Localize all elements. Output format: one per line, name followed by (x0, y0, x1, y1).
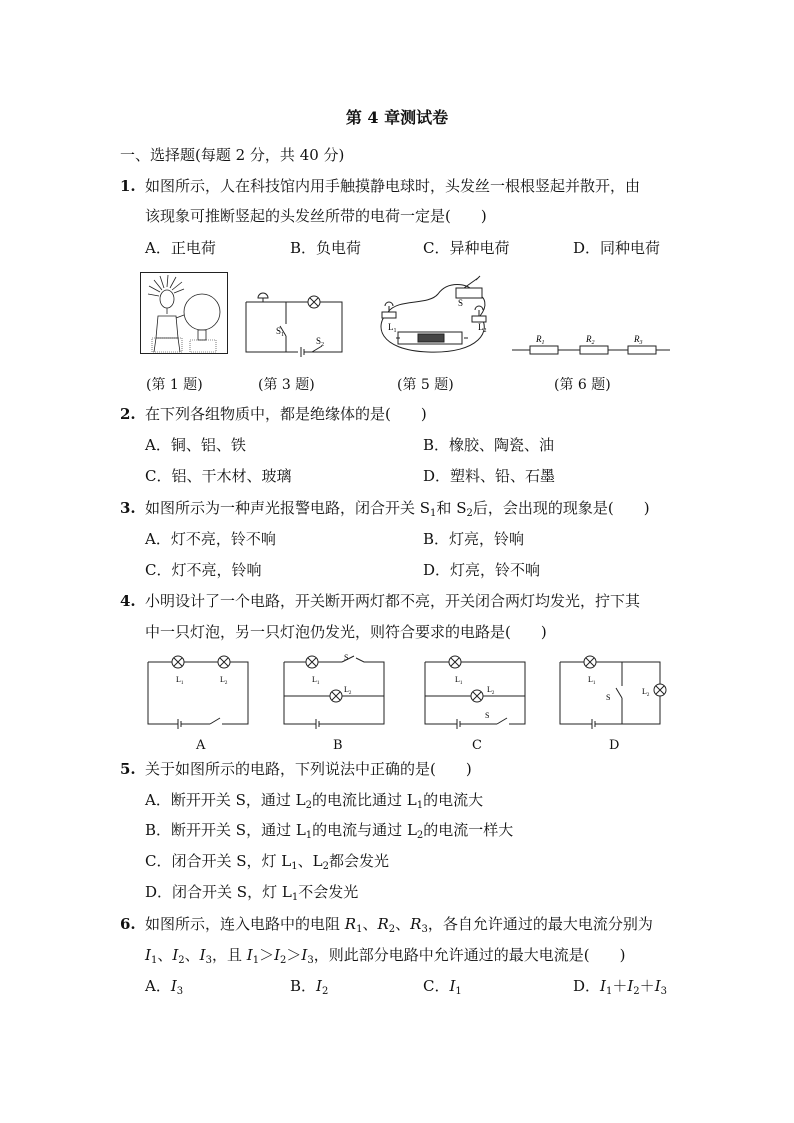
q1-option-d: D．同种电荷 (573, 239, 661, 257)
figure-5-caption: (第 5 题) (397, 377, 454, 393)
q3-option-c: C．灯不亮，铃响 (145, 561, 262, 579)
page-title: 第 4 章测试卷 (345, 108, 449, 127)
q4-circuit-b (284, 654, 386, 726)
figure-5-l1-label: $L_1$ (388, 322, 397, 334)
q2-option-a: A．铜、铝、铁 (145, 436, 246, 454)
q1-number: 1. (120, 177, 136, 195)
q4-stem-line1: 小明设计了一个电路，开关断开两灯都不亮，开关闭合两灯均发光，拧下其 (145, 592, 641, 610)
figure-3-alarm-circuit (246, 292, 346, 356)
q4d-l1-label: $L_1$ (588, 675, 596, 686)
q6-stem-line2: $I_1$、$I_2$、$I_3$，且 $I_1>I_2>I_3$，则此部分电路中允许通过的最大电流是( ) (145, 946, 626, 966)
q1-stem-line2: 该现象可推断竖起的头发丝所带的电荷一定是( ) (145, 207, 487, 225)
q5-option-b: B．断开开关 S，通过 $L_1$的电流与通过 $L_2$的电流一样大 (145, 821, 514, 841)
q3-option-a: A．灯不亮，铃不响 (145, 530, 276, 548)
figure-5-l2-label: $L_2$ (478, 322, 487, 334)
figure-1-electrostatic-ball (140, 272, 228, 354)
q3-option-b: B．灯亮，铃响 (423, 530, 525, 548)
q2-option-b: B．橡胶、陶瓷、油 (423, 436, 555, 454)
figure-6-r3-label: $R_3$ (634, 334, 643, 346)
figure-5-s-label: S (458, 298, 464, 308)
figure-6-resistors-series (512, 330, 670, 360)
q4-label-b: B (333, 738, 343, 753)
q4d-s-label: S (606, 693, 611, 702)
q4-label-a: A (196, 738, 206, 753)
q4-circuit-a (148, 654, 250, 726)
q5-option-c: C．闭合开关 S，灯 $L_1$、$L_2$都会发光 (145, 852, 389, 872)
q1-stem-line1: 如图所示，人在科技馆内用手触摸静电球时，头发丝一根根竖起并散开，由 (145, 177, 641, 195)
q3-stem: 如图所示为一种声光报警电路，闭合开关 $S_1$和 $S_2$后，会出现的现象是( ) (145, 499, 650, 519)
q2-option-c: C．铝、干木材、玻璃 (145, 467, 292, 485)
q4c-s-label: S (485, 711, 490, 720)
figure-6-r2-label: $R_2$ (586, 334, 595, 346)
q2-option-d: D．塑料、铅、石墨 (423, 467, 556, 485)
figure-3-caption: (第 3 题) (258, 377, 315, 393)
q1-option-a: A．正电荷 (145, 239, 216, 257)
q5-number: 5. (120, 760, 136, 778)
q2-number: 2. (120, 405, 136, 423)
figure-6-caption: (第 6 题) (554, 377, 611, 393)
q4-circuit-d (560, 654, 662, 726)
q1-option-b: B．负电荷 (290, 239, 362, 257)
q4d-l2-label: $L_2$ (642, 687, 650, 698)
q6-option-a: A．$I_3$ (145, 977, 184, 997)
q1-option-c: C．异种电荷 (423, 239, 510, 257)
q6-option-c: C．$I_1$ (423, 977, 462, 997)
q5-option-a: A．断开开关 S，通过 $L_2$的电流比通过 $L_1$的电流大 (145, 791, 484, 811)
figure-3-s2-label: $S_2$ (316, 336, 325, 348)
q5-stem: 关于如图所示的电路，下列说法中正确的是( ) (145, 760, 472, 778)
q2-stem: 在下列各组物质中，都是绝缘体的是( ) (145, 405, 427, 423)
q4c-l1-label: $L_1$ (455, 675, 463, 686)
q3-option-d: D．灯亮，铃不响 (423, 561, 541, 579)
section-heading: 一、选择题(每题 2 分，共 40 分) (120, 146, 345, 164)
q3-number: 3. (120, 499, 136, 517)
q4-number: 4. (120, 592, 136, 610)
q6-stem-line1: 如图所示，连入电路中的电阻 $R_1$、$R_2$、$R_3$，各自允许通过的最大电流分别为 (145, 915, 653, 935)
q6-option-b: B．$I_2$ (290, 977, 329, 997)
q6-option-d: D．$I_1+I_2+I_3$ (573, 977, 667, 997)
q4-stem-line2: 中一只灯泡，另一只灯泡仍发光，则符合要求的电路是( ) (145, 623, 547, 641)
q4-label-c: C (472, 738, 482, 753)
q4-label-d: D (609, 738, 620, 753)
q5-option-d: D．闭合开关 S，灯 $L_1$不会发光 (145, 883, 359, 903)
q4a-l2-label: $L_2$ (220, 675, 228, 686)
q4b-l1-label: $L_1$ (312, 675, 320, 686)
figure-1-caption: (第 1 题) (146, 377, 203, 393)
q4-circuit-c (425, 654, 527, 726)
q4b-s-label: S (344, 653, 349, 662)
q6-number: 6. (120, 915, 136, 933)
figure-5-physical-circuit (368, 270, 498, 358)
q4b-l2-label: $L_2$ (344, 685, 352, 696)
figure-3-s1-label: $S_1$ (276, 326, 285, 338)
q4a-l1-label: $L_1$ (176, 675, 184, 686)
figure-6-r1-label: $R_1$ (536, 334, 545, 346)
q4c-l2-label: $L_2$ (487, 685, 495, 696)
